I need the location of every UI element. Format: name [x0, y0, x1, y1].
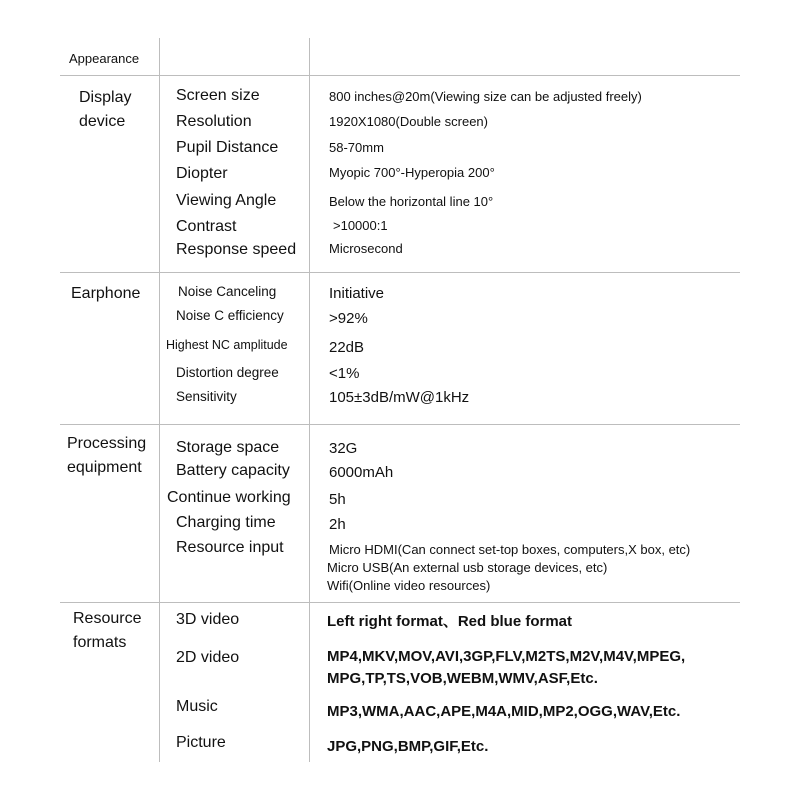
spec-label: Noise C efficiency [176, 308, 284, 323]
spec-label: Resolution [176, 113, 252, 130]
spec-value: Myopic 700°-Hyperopia 200° [329, 165, 495, 180]
spec-value: Wifi(Online video resources) [327, 578, 491, 593]
spec-label: Response speed [176, 241, 297, 258]
spec-label: Viewing Angle [176, 192, 277, 209]
column-divider-left [159, 38, 160, 762]
column-divider-right [309, 38, 310, 762]
category-earphone: Earphone [71, 285, 141, 302]
spec-label: Sensitivity [176, 389, 237, 404]
spec-label: Pupil Distance [176, 139, 279, 156]
category-processing: equipment [67, 459, 142, 476]
spec-value: Microsecond [329, 241, 403, 256]
spec-value: Below the horizontal line 10° [329, 194, 494, 209]
spec-label: Resource input [176, 539, 284, 556]
spec-value: Left right format、Red blue format [327, 613, 573, 630]
row-divider [60, 424, 740, 425]
category-display: device [79, 113, 126, 130]
category-resource: formats [73, 634, 127, 651]
spec-value: >92% [329, 310, 368, 327]
spec-label: Picture [176, 734, 226, 751]
row-divider [60, 602, 740, 603]
spec-value: 58-70mm [329, 140, 384, 155]
spec-label: Battery capacity [176, 462, 290, 479]
category-display: Display [79, 89, 132, 106]
spec-value: Micro USB(An external usb storage devices, etc) [327, 560, 608, 575]
row-divider [60, 75, 740, 76]
spec-value: 6000mAh [329, 464, 394, 481]
spec-label: Noise Canceling [178, 284, 277, 299]
spec-value: 22dB [329, 339, 365, 356]
spec-value: 2h [329, 516, 346, 533]
spec-value: 800 inches@20m(Viewing size can be adjusted freely) [329, 89, 642, 104]
spec-value: Micro HDMI(Can connect set-top boxes, computers,X box, etc) [329, 542, 691, 557]
spec-value: 105±3dB/mW@1kHz [329, 389, 470, 406]
spec-label: Contrast [176, 218, 237, 235]
spec-value: MP4,MKV,MOV,AVI,3GP,FLV,M2TS,M2V,M4V,MPEG, [327, 648, 686, 665]
spec-value: MPG,TP,TS,VOB,WEBM,WMV,ASF,Etc. [327, 670, 598, 687]
spec-label: Highest NC amplitude [166, 338, 288, 352]
category-processing: Processing [67, 435, 147, 452]
spec-label: Diopter [176, 165, 228, 182]
spec-value: >10000:1 [333, 218, 388, 233]
spec-value: 32G [329, 440, 358, 457]
spec-value: Initiative [329, 285, 385, 302]
spec-label: Distortion degree [176, 365, 279, 380]
spec-label: Music [176, 698, 218, 715]
spec-value: 1920X1080(Double screen) [329, 114, 488, 129]
header-category: Appearance [69, 51, 140, 66]
category-resource: Resource [73, 610, 142, 627]
spec-label: 2D video [176, 649, 240, 666]
spec-label: Screen size [176, 87, 260, 104]
row-divider [60, 272, 740, 273]
spec-value: <1% [329, 365, 360, 382]
spec-value: 5h [329, 491, 346, 508]
spec-label: 3D video [176, 611, 240, 628]
spec-value: JPG,PNG,BMP,GIF,Etc. [327, 738, 489, 755]
spec-label: Storage space [176, 439, 280, 456]
spec-label: Charging time [176, 514, 276, 531]
spec-label: Continue working [167, 489, 291, 506]
spec-value: MP3,WMA,AAC,APE,M4A,MID,MP2,OGG,WAV,Etc. [327, 703, 681, 720]
